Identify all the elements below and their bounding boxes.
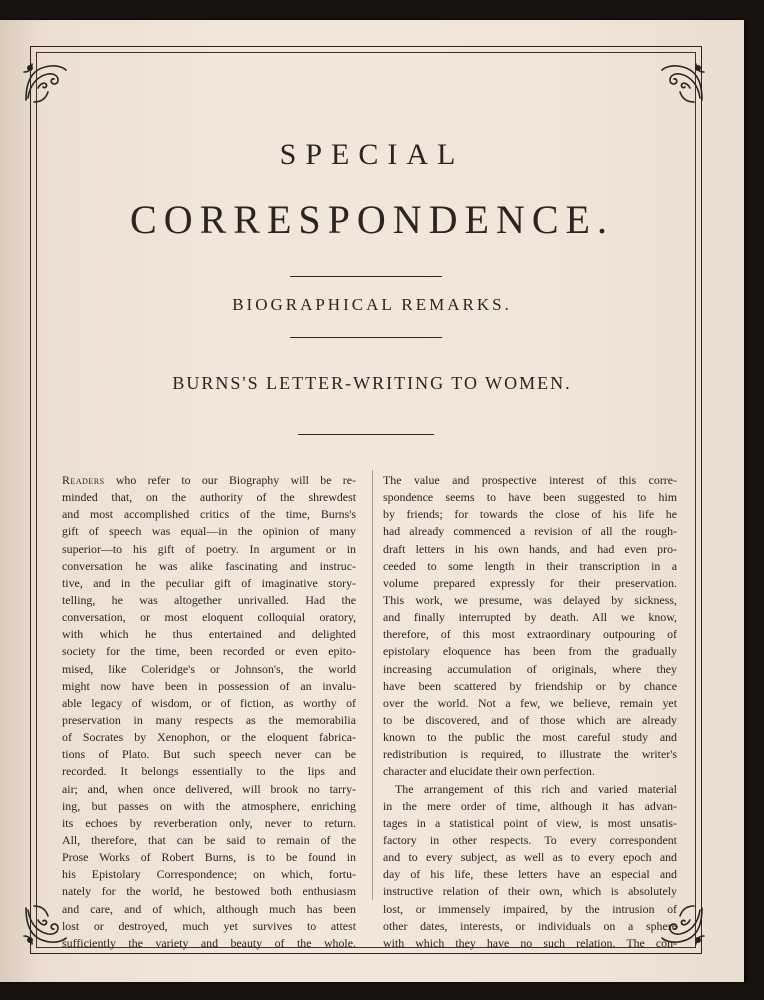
corner-ornament-top-right-icon [660,58,708,106]
text-line: lost or destroyed, much yet survives to attest [62,918,356,933]
title-line-1: SPECIAL [279,138,465,171]
text-line: with which he thus entertained and delighted [62,627,356,642]
text-line: by friends; for towards the close of his life he [383,507,677,522]
text-line: and finally interrupted by death. All we know, [383,610,677,625]
text-line: epistolary eloquence has been from the gradually [383,644,677,659]
text-line: draft letters in his own hands, and had even pro- [383,541,677,556]
text-line: in the mere order of time, although it has advan- [383,798,677,813]
opening-word: Readers [62,473,105,487]
text-line: nately for the world, he bestowed both enthusiasm [62,884,356,899]
text-line: instructive relation of their own, which is absolutely [383,884,677,899]
text-line: ing, but passes on with the atmosphere, enriching [62,798,356,813]
title-rule-bottom [290,337,442,338]
text-line: ceeded to some length in their transcription in a [383,558,677,573]
text-line: society for the time, been recorded or even epito- [62,644,356,659]
text-line: character and elucidate their own perfection. [383,764,595,779]
heading-rule [298,434,434,435]
text-line: and care, and of which, although much has been [62,901,356,916]
text-line: over the world. Not a few, we believe, remain yet [383,695,677,710]
text-line: mised, like Coleridge's or Johnson's, the world [62,661,356,676]
text-line: its echoes by reverberation only, never to return. [62,815,356,830]
title-line-2: CORRESPONDENCE. [130,197,614,242]
text-line: able legacy of wisdom, or of fiction, as worthy of [62,695,356,710]
section-heading: BURNS'S LETTER-WRITING TO WOMEN. [172,373,572,393]
corner-ornament-top-left-icon [20,58,68,106]
text-line: with which they have no such relation. The con- [383,935,677,950]
text-line: tages in a statistical point of view, is most unsatis- [383,815,677,830]
text-line: superior—to his gift of poetry. In argument or in [62,541,356,556]
right-text-column [383,472,677,952]
text-line: day of his life, these letters have an especial and [383,867,677,882]
text-line: redistribution is required, to illustrate the writer's [383,747,677,762]
text-line: Readers who refer to our Biography will be re- [62,473,356,487]
text-line: preservation in many respects as the memorabilia [62,712,356,727]
column-divider [372,470,373,900]
text-line: and most accomplished critics of the time, Burns's [62,507,356,522]
text-line: known to the public the most careful study and [383,730,677,745]
text-line: had already commenced a revision of all the rough- [383,524,677,539]
text-line: have been scattered by friendship or by chance [383,678,677,693]
text-line: recorded. It belongs essentially to the lips and [62,764,356,779]
text-line: might now have been in possession of an invalu- [62,678,356,693]
subtitle: BIOGRAPHICAL REMARKS. [232,295,512,314]
text-line: tions of Plato. But such speech never can be [62,747,356,762]
text-line: his Epistolary Correspondence; on which, fortu- [62,867,356,882]
text-line: Prose Works of Robert Burns, is to be found in [62,850,356,865]
text-line: spondence seems to have been suggested to him [383,490,677,505]
text-line: telling, he was altogether unrivalled. Had the [62,592,356,607]
text-line: This work, we presume, was delayed by sickness, [383,592,677,607]
text-line: other dates, interests, or individuals on a sphere [383,918,677,933]
text-line: tive, and in the peculiar gift of imaginative story- [62,575,356,590]
text-line: increasing accumulation of originals, where they [383,661,677,676]
text-line: therefore, of this most extraordinary outpouring of [383,627,677,642]
text-line: to be discovered, and of those which are already [383,712,677,727]
text-line: and to every subject, as well as to every epoch and [383,850,677,865]
text-line: The arrangement of this rich and varied material [395,781,677,796]
text-line: of Socrates by Xenophon, or the eloquent fabrica- [62,730,356,745]
text-line: sufficiently the variety and beauty of the whole. [62,935,356,950]
text-line: lost, or immensely impaired, by the intrusion of [383,901,677,916]
text-line: The value and prospective interest of this corre- [383,473,677,487]
text-line: gift of speech was equal—in the opinion of many [62,524,356,539]
text-line: All, therefore, that can be said to remain of the [62,832,356,847]
text-line: minded that, on the authority of the shrewdest [62,490,356,505]
left-text-column [62,472,356,952]
text-line: factory in other respects. To every correspondent [383,832,677,847]
title-rule-top [290,276,442,277]
text-line: air; and, when once delivered, will brook no tarry- [62,781,356,796]
text-line: volume prepared expressly for their preservation. [383,575,677,590]
text-line: conversation he was alike fascinating and instruc- [62,558,356,573]
text-line: conversation, or most eloquent colloquial oratory, [62,610,356,625]
corner-ornament-bottom-left-icon [20,902,68,950]
